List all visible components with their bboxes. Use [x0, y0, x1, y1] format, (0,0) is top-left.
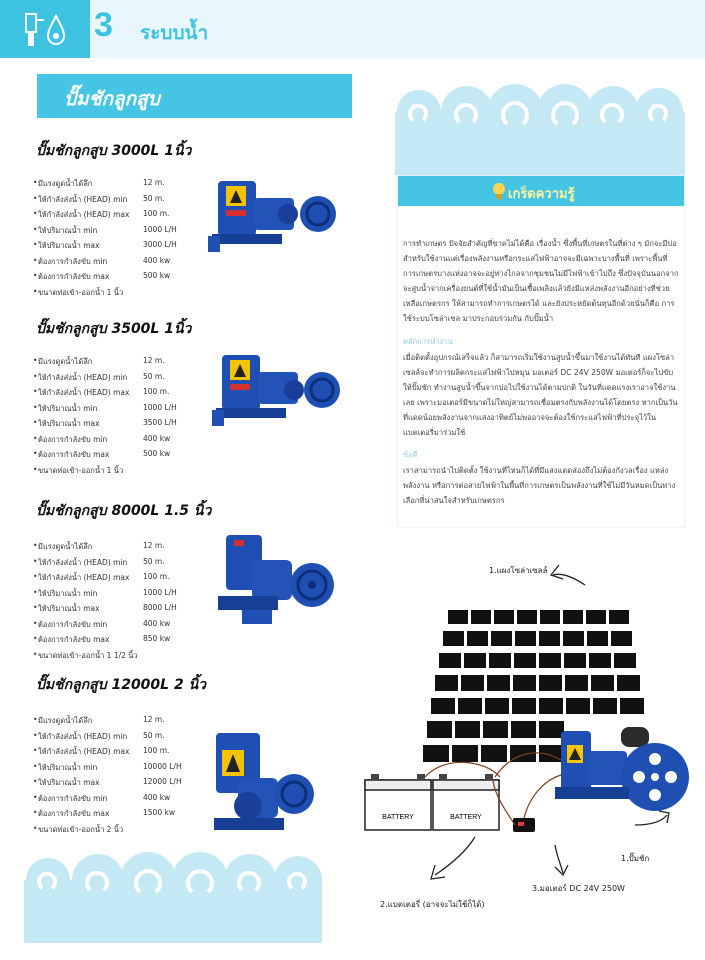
spec-label: ให้ปริมาณน้ำ min [38, 225, 98, 235]
spec-row: • ให้กำลังส่งน้ำ (HEAD) min 50 m. [33, 556, 165, 567]
spec-value: 1000 L/H [143, 587, 177, 597]
spec-label: ต้องการกำลังขับ max [38, 635, 110, 644]
spec-label: ให้ปริมาณน้ำ min [38, 403, 98, 413]
spec-value: 400 kw [143, 792, 171, 802]
spec-value: 8000 L/H [143, 603, 177, 612]
section-title: ปั๊มชักลูกสูบ [64, 88, 160, 110]
spec-label: มีแรงดูดน้ำได้ลึก [38, 542, 93, 551]
spec-row: • ให้ปริมาณน้ำ max 8000 L/H [33, 603, 177, 613]
spec-row: • ขนาดท่อเข้า-ออกน้ำ 1 นิ้ว [33, 286, 124, 297]
spec-value: 1500 kw [143, 808, 175, 817]
spec-value: 100 m. [143, 572, 170, 581]
info-subheading: ข้อดี [403, 450, 418, 459]
spec-row: • ให้กำลังส่งน้ำ (HEAD) max 100 m. [33, 387, 170, 397]
spec-row: • มีแรงดูดน้ำได้ลึก 12 m. [33, 715, 165, 725]
battery [433, 774, 499, 830]
spec-value: 50 m. [143, 371, 165, 381]
spec-row: • ต้องการกำลังขับ min 400 kw [33, 255, 171, 266]
spec-row: • ขนาดท่อเข้า-ออกน้ำ 1 นิ้ว [33, 464, 124, 475]
spec-row: • ต้องการกำลังขับ max 1500 kw [33, 808, 175, 818]
spec-value: 50 m. [143, 193, 165, 203]
spec-label: มีแรงดูดน้ำได้ลึก [38, 179, 93, 188]
spec-list [33, 715, 213, 839]
header-icon-area [0, 0, 90, 58]
info-subheading: หลักการทำงาน [403, 337, 453, 346]
spec-label: ขนาดท่อเข้า-ออกน้ำ 1 1/2 นิ้ว [38, 650, 138, 660]
spec-label: ขนาดท่อเข้า-ออกน้ำ 1 นิ้ว [38, 287, 124, 297]
spec-label: ให้ปริมาณน้ำ min [38, 588, 98, 598]
spec-value: 400 kw [143, 433, 171, 443]
spec-row: • ต้องการกำลังขับ min 400 kw [33, 618, 171, 629]
solar-panel [423, 610, 644, 762]
spec-value: 3500 L/H [143, 418, 177, 427]
solar-panel-label: 1.แผงโซล่าเซลล์ [489, 566, 548, 575]
spec-list [33, 541, 213, 665]
spec-row: • ให้กำลังส่งน้ำ (HEAD) max 100 m. [33, 572, 170, 582]
spec-row: • ต้องการกำลังขับ min 400 kw [33, 792, 171, 803]
diagram-graphic [355, 555, 705, 915]
spec-label: ขนาดท่อเข้า-ออกน้ำ 2 นิ้ว [38, 824, 124, 834]
pump-assembly [555, 727, 689, 811]
spec-label: ให้ปริมาณน้ำ max [38, 419, 100, 428]
spec-label: ให้กำลังส่งน้ำ (HEAD) min [38, 194, 128, 204]
water-drop-icon [22, 8, 68, 50]
spec-row: • มีแรงดูดน้ำได้ลึก 12 m. [33, 356, 165, 366]
pump-image [208, 176, 338, 256]
spec-label: มีแรงดูดน้ำได้ลึก [38, 357, 93, 366]
info-paragraph: การทำเกษตร ปัจจัยสำคัญที่ขาดไม่ได้คือ เรื่องน้ำ ซึ่งพื้นที่เกษตรในที่ต่าง ๆ มักจะมีบ่อสำหรับใช้งานแต่เรื่องพลังงานหรือกระแสไฟฟ้าอาจจะมีเฉพาะบางพื้นที่ เพราะพื้นที่การเกษตรบางแห่งอาจจะอยู่ห่างไกลจากชุมชนไม่มีไฟฟ้าเข้าไปถึง ซึ่งปัจจุบันนอกจากจะสูบน้ำจากเครื่องยนต์ที่ใช้น้ำมันเป็นเชื้อเพลิงแล้วยังมีแหล่งพลังงานอีกอย่างที่ช่วยเหลือเกษตรกร ให้สามารถทำการเกษตรได้ และยังประหยัดต้นทุนอีกด้วยนั่นก็คือ การใช้ระบบโซล่าเซล มาประกอบร่วมกัน กับปั๊มน้ำ [403, 239, 679, 323]
spec-row: • ต้องการกำลังขับ max 500 kw [33, 271, 171, 281]
spec-row: • มีแรงดูดน้ำได้ลึก 12 m. [33, 541, 165, 551]
spec-row: • ให้ปริมาณน้ำ min 1000 L/H [33, 224, 177, 235]
spec-row: • ให้ปริมาณน้ำ min 1000 L/H [33, 402, 177, 413]
spec-row: • ขนาดท่อเข้า-ออกน้ำ 1 1/2 นิ้ว [33, 649, 138, 660]
spec-label: ให้กำลังส่งน้ำ (HEAD) max [38, 388, 130, 397]
spec-value: 1000 L/H [143, 402, 177, 412]
pump-image [212, 530, 337, 630]
solar-pump-diagram [355, 555, 705, 915]
pump-title: ปั๊มชักลูกสูบ 8000L 1.5 นิ้ว [36, 503, 212, 519]
chapter-title: ระบบน้ำ [140, 22, 209, 44]
spec-row: • ให้ปริมาณน้ำ min 1000 L/H [33, 587, 177, 598]
wave-decoration [24, 848, 322, 943]
spec-value: 10000 L/H [143, 761, 182, 771]
battery-label: BATTERY [450, 814, 482, 821]
spec-label: มีแรงดูดน้ำได้ลึก [38, 716, 93, 725]
spec-list [33, 356, 213, 480]
battery-note-label: 2.แบตเตอรี่ (อาจจะไม่ใช้ก็ได้) [380, 900, 485, 909]
spec-value: 500 kw [143, 271, 171, 280]
spec-row: • ให้กำลังส่งน้ำ (HEAD) min 50 m. [33, 371, 165, 382]
spec-row: • มีแรงดูดน้ำได้ลึก 12 m. [33, 178, 165, 188]
spec-row: • ให้กำลังส่งน้ำ (HEAD) min 50 m. [33, 730, 165, 741]
spec-row: • ต้องการกำลังขับ min 400 kw [33, 433, 171, 444]
spec-value: 12 m. [143, 715, 165, 724]
spec-value: 400 kw [143, 618, 171, 628]
pump-title: ปั๊มชักลูกสูบ 12000L 2 นิ้ว [36, 677, 207, 693]
battery-label: BATTERY [382, 814, 414, 821]
spec-value: 1000 L/H [143, 224, 177, 234]
spec-row: • ให้ปริมาณน้ำ max 3500 L/H [33, 418, 177, 428]
spec-value: 850 kw [143, 634, 171, 643]
spec-label: ต้องการกำลังขับ max [38, 450, 110, 459]
spec-label: ต้องการกำลังขับ min [38, 619, 108, 629]
info-title: เกร็ดความรู้ [508, 187, 575, 202]
spec-label: ให้ปริมาณน้ำ max [38, 604, 100, 613]
info-paragraph: เมื่อติดตั้งอุปกรณ์เสร็จแล้ว ก็สามารถเริ่มใช้งานสูบน้ำขึ้นมาใช้งานได้ทันที แผงโซล่าเซลล์จะทำการผลิตกระแสไฟฟ้าไปหมุน มอเตอร์ DC 24V 250W มอเตอร์ก็จะไปขับให้ปั๊มชัก ทำงานสูบน้ำขึ้นจากบ่อไปใช้งานได้ตามปกติ ในวันที่แดดแรงเราอาจใช้งานเลย เพราะมอเตอร์มีขนาดไม่ใหญ่สามารถเชื่อมตรงกับพลังงานได้โดยตรง หากเป็นวันที่แดดน้อยพลังงานจากแสงอาทิตย์ไม่พออาจจะต้องใช้กระแสไฟฟ้าที่ประจุไว้ในแบตเตอรี่มาร่วมใช้ [403, 353, 678, 437]
spec-label: ให้กำลังส่งน้ำ (HEAD) min [38, 372, 128, 382]
spec-label: ให้ปริมาณน้ำ max [38, 241, 100, 250]
spec-row: • ให้ปริมาณน้ำ max 3000 L/H [33, 240, 177, 250]
spec-value: 400 kw [143, 255, 171, 265]
spec-label: ขนาดท่อเข้า-ออกน้ำ 1 นิ้ว [38, 465, 124, 475]
spec-value: 12 m. [143, 541, 165, 550]
lightbulb-icon [492, 182, 506, 200]
spec-label: ต้องการกำลังขับ min [38, 434, 108, 444]
spec-value: 100 m. [143, 209, 170, 218]
spec-value: 100 m. [143, 746, 170, 755]
pump-title: ปั๊มชักลูกสูบ 3000L 1นิ้ว [36, 143, 192, 159]
spec-value: 3000 L/H [143, 240, 177, 249]
spec-label: ต้องการกำลังขับ max [38, 272, 110, 281]
spec-label: ต้องการกำลังขับ min [38, 793, 108, 803]
spec-label: ให้กำลังส่งน้ำ (HEAD) min [38, 731, 128, 741]
pump-label: 1.ปั๊มชัก [621, 854, 650, 863]
spec-label: ต้องการกำลังขับ min [38, 256, 108, 266]
spec-label: ให้กำลังส่งน้ำ (HEAD) min [38, 557, 128, 567]
spec-value: 100 m. [143, 387, 170, 396]
spec-row: • ให้ปริมาณน้ำ max 12000 L/H [33, 777, 182, 787]
spec-label: ต้องการกำลังขับ max [38, 809, 110, 818]
spec-value: 12 m. [143, 356, 165, 365]
pump-title: ปั๊มชักลูกสูบ 3500L 1นิ้ว [36, 321, 192, 337]
spec-label: ให้ปริมาณน้ำ max [38, 778, 100, 787]
spec-row: • ขนาดท่อเข้า-ออกน้ำ 2 นิ้ว [33, 823, 124, 834]
spec-label: ให้กำลังส่งน้ำ (HEAD) max [38, 210, 130, 219]
info-paragraph: เราสามารถนำไปติดตั้ง ใช้งานที่ไหนก็ได้ที่มีแสงแดดส่องถึงไม่ต้องกังวลเรื่อง แหล่งพลังงาน หรือการต่อสายไฟฟ้าในพื้นที่การเกษตรเป็นพลังงานที่ใช้ไม่มีวันหมดเป็นทางเลือกที่น่าสนใจสำหรับเกษตรกร [403, 466, 676, 505]
spec-value: 50 m. [143, 730, 165, 740]
spec-row: • ให้กำลังส่งน้ำ (HEAD) max 100 m. [33, 209, 170, 219]
spec-row: • ให้ปริมาณน้ำ min 10000 L/H [33, 761, 182, 772]
spec-label: ให้กำลังส่งน้ำ (HEAD) max [38, 747, 130, 756]
spec-value: 500 kw [143, 449, 171, 458]
spec-label: ให้ปริมาณน้ำ min [38, 762, 98, 772]
spec-row: • ให้กำลังส่งน้ำ (HEAD) min 50 m. [33, 193, 165, 204]
battery [365, 774, 431, 830]
pump-image [212, 350, 342, 430]
spec-row: • ให้กำลังส่งน้ำ (HEAD) max 100 m. [33, 746, 170, 756]
spec-label: ให้กำลังส่งน้ำ (HEAD) max [38, 573, 130, 582]
pump-image [208, 728, 318, 838]
motor-label: 3.มอเตอร์ DC 24V 250W [532, 884, 625, 893]
info-box [397, 175, 685, 528]
spec-row: • ต้องการกำลังขับ max 500 kw [33, 449, 171, 459]
spec-value: 50 m. [143, 556, 165, 566]
spec-list [33, 178, 213, 302]
chapter-number: 3 [94, 6, 113, 44]
spec-value: 12 m. [143, 178, 165, 187]
wave-decoration [395, 80, 685, 175]
spec-value: 12000 L/H [143, 777, 182, 786]
spec-row: • ต้องการกำลังขับ max 850 kw [33, 634, 171, 644]
